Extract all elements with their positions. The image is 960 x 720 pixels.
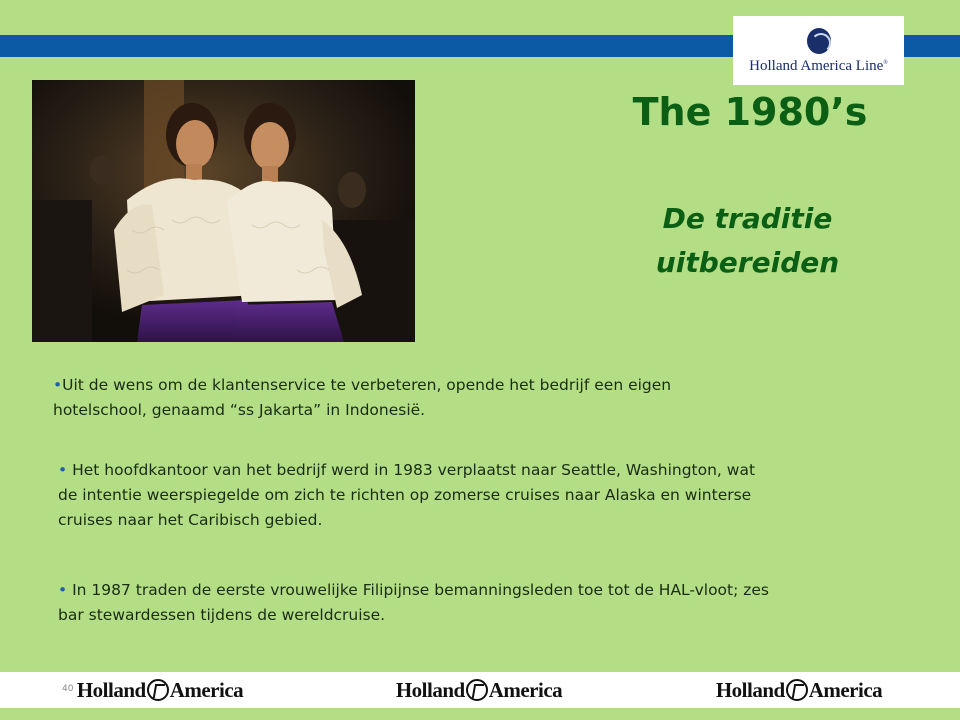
ship-emblem-icon	[807, 28, 831, 54]
logo-text: Holland America Line®	[749, 58, 888, 74]
subtitle-line-2: uitbereiden	[655, 246, 840, 279]
seal-icon	[466, 679, 488, 701]
page-number: 40	[62, 684, 74, 694]
bullet-text: Uit de wens om de klantenservice te verbeteren, opende het bedrijf een eigen hotelschool, genaamd “ss Jakarta” in Indonesië.	[53, 376, 672, 419]
bullet-marker: •	[58, 461, 68, 479]
subtitle-line-1: De traditie	[662, 202, 833, 235]
bullet-hotel-school	[53, 373, 753, 423]
footer-logo-center: Holland America	[395, 677, 563, 702]
slide-title: The 1980’s	[632, 90, 868, 134]
footer-logo-right: Holland America	[715, 677, 883, 702]
seal-icon	[786, 679, 808, 701]
photo	[32, 80, 415, 342]
bullet-marker: •	[58, 581, 68, 599]
bullet-headquarters-seattle	[58, 458, 778, 533]
footer-logo-left: Holland America	[76, 677, 244, 702]
bullet-text: Het hoofdkantoor van het bedrijf werd in 1983 verplaatst naar Seattle, Washington, wat de intentie weerspiegelde om zich te richten op zomerse cruises naar Alaska en winterse cruises naar het Caribisch gebied.	[58, 461, 756, 529]
bullet-filipino-crew	[58, 578, 778, 628]
holland-america-line-logo	[733, 16, 904, 85]
photo-two-women-in-traditional-dress	[32, 80, 415, 342]
slide-subtitle	[620, 197, 875, 285]
bullet-text: In 1987 traden de eerste vrouwelijke Filipijnse bemanningsleden toe tot de HAL-vloot; zes bar stewardessen tijdens de wereldcruise.	[58, 581, 770, 624]
bullet-marker: •	[53, 376, 63, 394]
seal-icon	[147, 679, 169, 701]
